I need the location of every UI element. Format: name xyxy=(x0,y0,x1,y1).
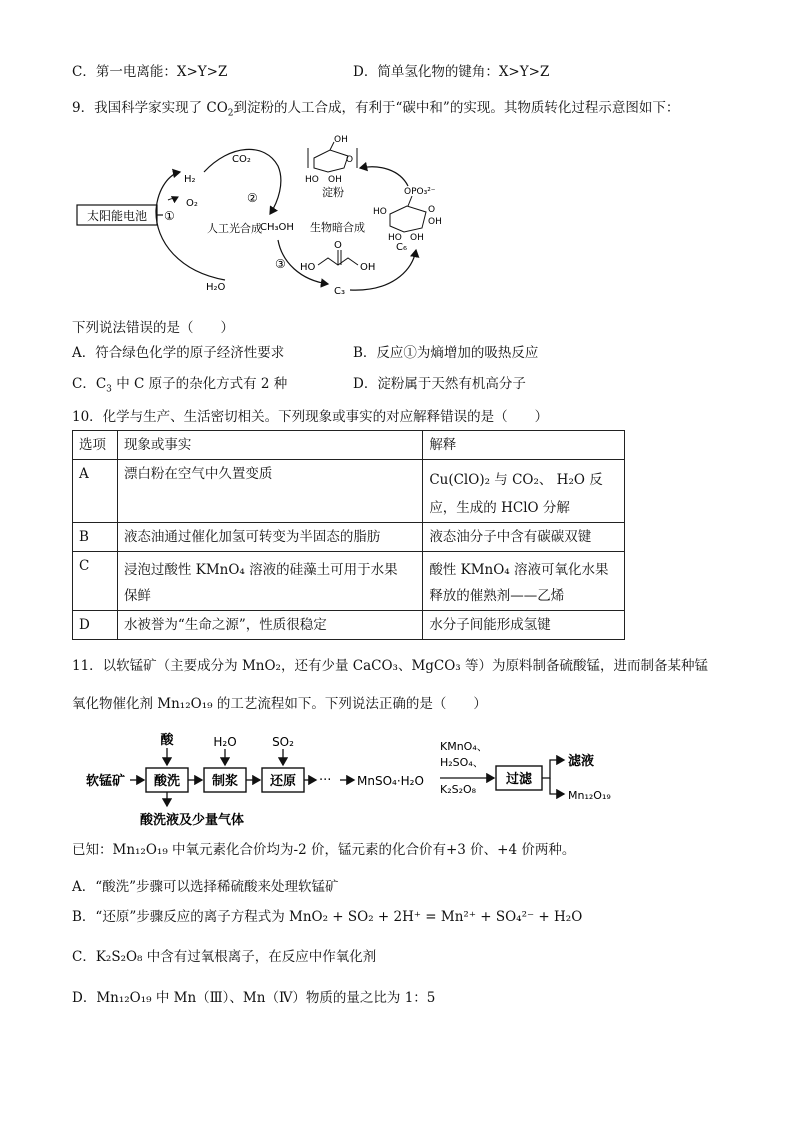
row-fact: 水被誉为“生命之源”，性质很稳定 xyxy=(117,611,422,640)
artificial-synthesis-label: 人工光合成 xyxy=(207,222,262,235)
q10-stem: 10．化学与生产、生活密切相关。下列现象或事实的对应解释错误的是（ ） xyxy=(72,409,549,425)
c6-ho-1: HO xyxy=(373,207,387,217)
row-fact-line: 浸泡过酸性 KMnO₄ 溶液的硅藻土可用于水果 xyxy=(123,562,398,578)
table-row xyxy=(73,460,625,523)
q9-option-a: A．符合绿色化学的原子经济性要求 xyxy=(72,345,285,361)
row-explain-line: Cu(ClO)₂ 与 CO₂、 H₂O 反 xyxy=(429,472,603,488)
step-3-label: ③ xyxy=(275,257,286,271)
process-flow-diagram xyxy=(78,732,638,832)
c3-oxygen: O xyxy=(334,240,342,251)
q11-option-b: B．“还原”步骤反应的离子方程式为 MnO₂ + SO₂ + 2H⁺ = Mn²⁺ + SO₄²⁻ + H₂O xyxy=(72,909,583,925)
q9-option-d: D．淀粉属于天然有机高分子 xyxy=(353,376,526,392)
q9-prompt: 下列说法错误的是（ ） xyxy=(72,320,234,336)
reagent-k2s2o8: K₂S₂O₈ xyxy=(440,783,477,796)
c6-ho-2: HO xyxy=(388,233,402,243)
reduce-label: 还原 xyxy=(269,774,297,789)
q9-option-b: B．反应①为熵增加的吸热反应 xyxy=(353,345,539,361)
q9-stem-part2: 到淀粉的人工合成，有利于“碳中和”的实现。其物质转化过程示意图如下： xyxy=(233,100,680,116)
c6-label: C₆ xyxy=(396,242,407,253)
header-explain: 解释 xyxy=(423,431,625,460)
filter-label: 过滤 xyxy=(505,772,533,787)
c6-oh-2: OH xyxy=(428,217,442,227)
row-explain xyxy=(423,552,625,611)
q11-stem-line2: 氧化物催化剂 Mn₁₂O₁₉ 的工艺流程如下。下列说法正确的是（ ） xyxy=(72,696,487,712)
starch-ho: HO xyxy=(305,175,319,185)
acid-label: 酸 xyxy=(160,733,174,748)
step-2-label: ② xyxy=(247,191,258,205)
q11-option-a: A．“酸洗”步骤可以选择稀硫酸来处理软锰矿 xyxy=(72,879,339,895)
starch-label: 淀粉 xyxy=(322,186,344,199)
methanol-label: CH₃OH xyxy=(260,222,294,233)
header-fact: 现象或事实 xyxy=(117,431,422,460)
table-row xyxy=(73,611,625,640)
oxygen-arrow xyxy=(168,197,178,200)
starch-molecule xyxy=(305,135,357,185)
waste-label: 酸洗液及少量气体 xyxy=(140,813,245,828)
c6-phosphate: OPO₃²⁻ xyxy=(404,187,436,197)
row-explain-line: 应，生成的 HClO 分解 xyxy=(429,500,570,516)
c3-oh: OH xyxy=(360,262,376,273)
q9-option-c-part: C．C xyxy=(72,376,107,392)
q8-option-d: D．简单氢化物的键角：X>Y>Z xyxy=(353,64,550,80)
q11-stem-line1: 11．以软锰矿（主要成分为 MnO₂，还有少量 CaCO₃、MgCO₃ 等）为原料制备硫酸锰，进而制备某种锰 xyxy=(72,658,709,674)
arrow-product xyxy=(550,778,564,794)
starch-oh: OH xyxy=(328,175,342,185)
reagent-kmno4: KMnO₄、 xyxy=(440,740,488,753)
so2-label: SO₂ xyxy=(272,735,294,749)
row-fact-line: 保鲜 xyxy=(123,588,151,604)
row-explain: 水分子间能形成氢键 xyxy=(423,611,625,640)
row-explain xyxy=(423,460,625,523)
c6-oh-1: OH xyxy=(410,233,424,243)
c3-molecule xyxy=(300,240,375,273)
reagent-h2so4: H₂SO₄、 xyxy=(440,756,484,769)
row-explain: 液态油分子中含有碳碳双键 xyxy=(423,523,625,552)
h2-label: H₂ xyxy=(184,174,196,185)
q11-known: 已知：Mn₁₂O₁₉ 中氧元素化合价均为-2 价，锰元素的化合价有+3 价、+4 价两种。 xyxy=(72,842,576,858)
c6-molecule xyxy=(373,187,442,243)
row-option: B xyxy=(73,523,118,552)
row-explain-line: 释放的催熟剂——乙烯 xyxy=(429,588,565,604)
dark-synthesis-label: 生物暗合成 xyxy=(310,221,365,234)
row-option: D xyxy=(73,611,118,640)
starch-ring-o: O xyxy=(346,155,354,165)
row-fact: 漂白粉在空气中久置变质 xyxy=(117,460,422,523)
c6-ring-o: O xyxy=(428,205,436,215)
continue-dots: ··· xyxy=(319,773,332,788)
filtrate-label: 滤液 xyxy=(568,754,595,769)
q9-stem xyxy=(72,98,679,124)
q9-option-c-part2: 中 C 原子的杂化方式有 2 种 xyxy=(111,376,288,392)
ore-label: 软锰矿 xyxy=(86,774,126,789)
q8-option-c: C．第一电离能：X>Y>Z xyxy=(72,64,228,80)
row-fact: 液态油通过催化加氢可转变为半固态的脂肪 xyxy=(117,523,422,552)
wash-label: 酸洗 xyxy=(153,774,181,789)
starch-oh-top: OH xyxy=(334,135,348,145)
arrow-filtrate xyxy=(542,760,564,778)
row-option: A xyxy=(73,460,118,523)
water-label: H₂O xyxy=(213,735,237,749)
q9-option-c xyxy=(72,374,287,400)
q9-stem-sub: 2 xyxy=(227,108,234,119)
step-1-label: ① xyxy=(164,209,175,223)
q9-stem-part: 9．我国科学家实现了 CO xyxy=(72,100,228,116)
o2-label: O₂ xyxy=(186,198,198,209)
table-row xyxy=(73,552,625,611)
table-row xyxy=(73,523,625,552)
slurry-label: 制浆 xyxy=(211,774,239,789)
header-option: 选项 xyxy=(73,431,118,460)
q9-option-c-sub: 3 xyxy=(106,384,112,395)
starch-synthesis-arc xyxy=(360,167,408,186)
starch-synthesis-diagram xyxy=(60,132,660,304)
c3-label: C₃ xyxy=(334,286,345,297)
c3-ho: HO xyxy=(300,262,316,273)
row-fact xyxy=(117,552,422,611)
q11-option-d: D．Mn₁₂O₁₉ 中 Mn（Ⅲ）、Mn（Ⅳ）物质的量之比为 1：5 xyxy=(72,990,436,1006)
table-header-row xyxy=(73,431,625,460)
row-option: C xyxy=(73,552,118,611)
mnso4-label: MnSO₄·H₂O xyxy=(357,774,424,788)
h2o-label: H₂O xyxy=(206,282,226,293)
co2-label: CO₂ xyxy=(232,154,251,165)
q10-table xyxy=(72,430,625,640)
q11-option-c: C．K₂S₂O₈ 中含有过氧根离子，在反应中作氧化剂 xyxy=(72,949,377,965)
row-explain-line: 酸性 KMnO₄ 溶液可氧化水果 xyxy=(429,562,609,578)
solar-battery-label: 太阳能电池 xyxy=(86,209,148,223)
product-label: Mn₁₂O₁₉ xyxy=(568,789,611,802)
